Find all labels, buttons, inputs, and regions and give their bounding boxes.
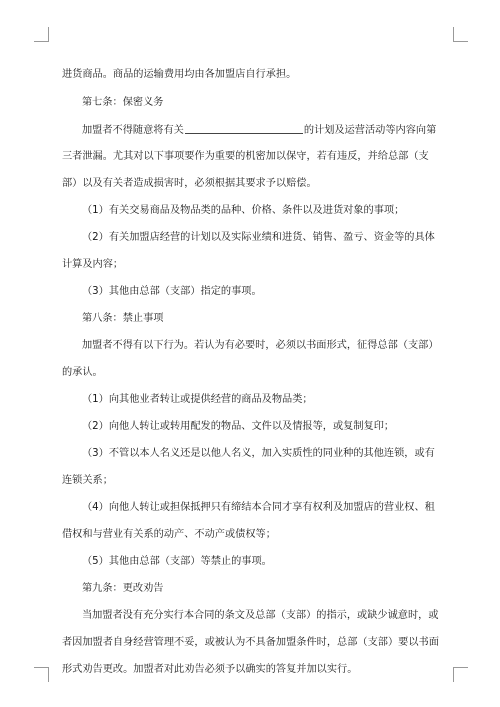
continuation-line: 进货商品。商品的运输费用均由各加盟店自行承担。 bbox=[62, 69, 297, 80]
article8-para1-line2: 的承认。 bbox=[62, 367, 103, 378]
article8-item2: （2）向他人转让或转用配发的物品、文件以及情报等，或复制复印； bbox=[82, 421, 395, 432]
article7-para1-line1 bbox=[82, 123, 436, 138]
crop-mark-bottom-left bbox=[34, 667, 49, 682]
article7-item2-line1: （2）有关加盟店经营的计划以及实际业绩和进货、销售、盈亏、资金等的具体 bbox=[82, 232, 435, 243]
article7-para1-before-blank: 加盟者不得随意将有关 bbox=[82, 125, 184, 136]
article8-item3-line1: （3）不管以本人名义还是以他人名义，加入实质性的同业种的其他连锁，或有 bbox=[82, 448, 435, 459]
article7-item2-line2: 计算及内容； bbox=[62, 259, 124, 270]
article8-heading: 第八条：禁止事项 bbox=[82, 313, 164, 324]
article8-item5: （5）其他由总部（支部）等禁止的事项。 bbox=[82, 556, 272, 567]
crop-mark-top-left bbox=[34, 27, 49, 42]
article7-item1: （1）有关交易商品及物品类的品种、价格、条件以及进货对象的事项； bbox=[82, 205, 405, 216]
article8-para1-line1: 加盟者不得有以下行为。若认为有必要时，必须以书面形式，征得总部（支部） bbox=[82, 340, 439, 351]
article9-heading: 第九条：更改劝告 bbox=[82, 583, 164, 594]
crop-mark-bottom-right bbox=[453, 667, 468, 682]
article8-item4-line2: 借权和与营业有关系的动产、不动产或债权等； bbox=[62, 529, 276, 540]
article7-para1-line2: 三者泄漏。尤其对以下事项要作为重要的机密加以保守，若有违反，并给总部（支 bbox=[62, 151, 429, 162]
article8-item3-line2: 连锁关系； bbox=[62, 475, 113, 486]
article7-para1-after-blank: 的计划及运营活动等内容向第 bbox=[303, 125, 437, 136]
article7-para1-line3: 部）以及有关者造成损害时，必须根据其要求予以赔偿。 bbox=[62, 178, 317, 189]
fill-in-blank[interactable] bbox=[185, 123, 303, 134]
article7-item3: （3）其他由总部（支部）指定的事项。 bbox=[82, 286, 262, 297]
article8-item4-line1: （4）向他人转让或担保抵押只有缔结本合同才享有权利及加盟店的营业权、租 bbox=[82, 502, 435, 513]
crop-mark-top-right bbox=[453, 27, 468, 42]
article9-para1-line3: 形式劝告更改。加盟者对此劝告必须予以确实的答复并加以实行。 bbox=[62, 664, 358, 675]
article9-para1-line1: 当加盟者没有充分实行本合同的条文及总部（支部）的指示，或缺少诚意时，或 bbox=[82, 610, 439, 621]
article7-heading: 第七条：保密义务 bbox=[82, 97, 164, 108]
article8-item1: （1）向其他业者转让或提供经营的商品及物品类； bbox=[82, 394, 313, 405]
article9-para1-line2: 者因加盟者自身经营管理不妥，或被认为不具备加盟条件时，总部（支部）要以书面 bbox=[62, 637, 439, 648]
